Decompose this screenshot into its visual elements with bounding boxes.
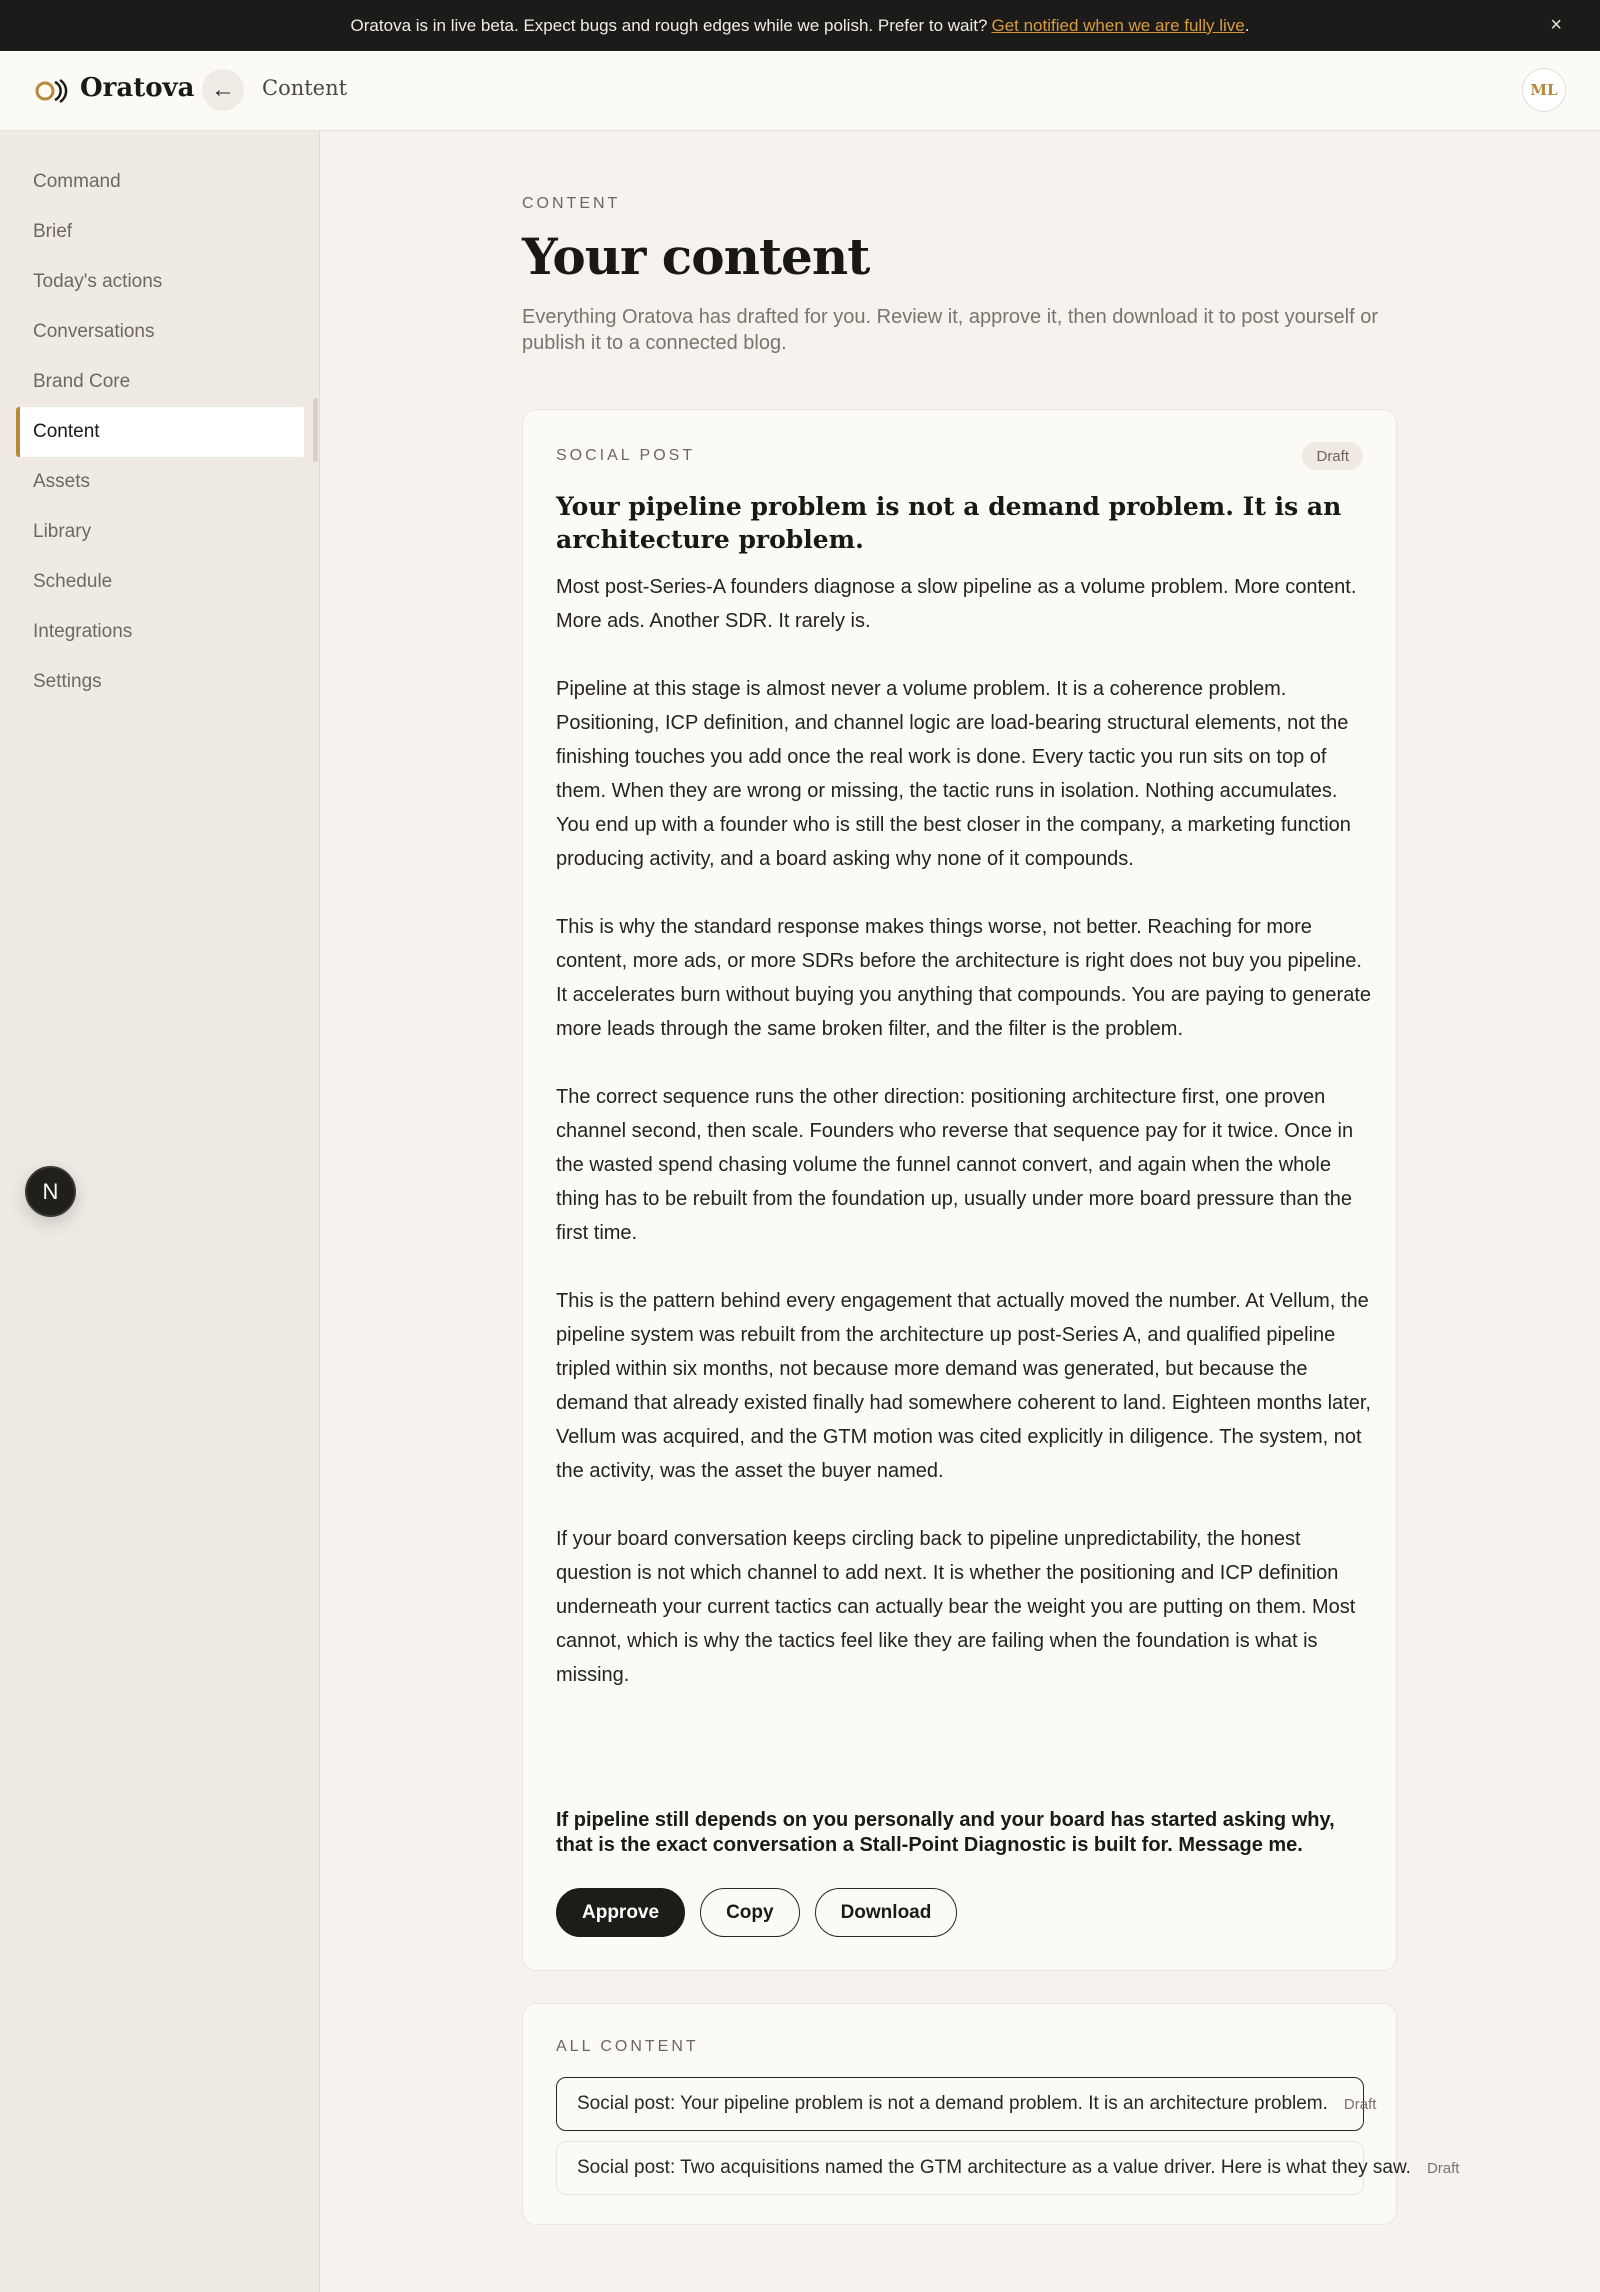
post-paragraph: This is why the standard response makes things worse, not better. Reaching for more content, more ads, or more SDRs before the architecture is right does not buy you pipeline. It accelerates burn without buying you anything that compounds. You are paying to generate more leads through the same broken filter, and the filter is the problem.	[556, 916, 1371, 1040]
post-actions	[556, 1888, 957, 1937]
sidebar-item-brief[interactable]: Brief	[33, 221, 73, 242]
status-badge: Draft	[1302, 442, 1363, 470]
notify-link[interactable]: Get notified when we are fully live	[991, 15, 1245, 35]
list-item-status: Draft	[1426, 2159, 1460, 2177]
breadcrumb: Content	[262, 76, 348, 100]
post-body	[556, 570, 1371, 1726]
sidebar-item-library[interactable]: Library	[33, 521, 92, 542]
sidebar-item-todays-actions[interactable]: Today's actions	[33, 271, 163, 292]
floating-n-button[interactable]: N	[25, 1166, 76, 1217]
sidebar-item-integrations[interactable]: Integrations	[33, 621, 133, 642]
banner-text: Oratova is in live beta. Expect bugs and rough edges while we polish. Prefer to wait?	[350, 15, 988, 35]
list-item[interactable]	[556, 2141, 1460, 2195]
oratova-logo-icon	[34, 78, 66, 104]
copy-button[interactable]: Copy	[700, 1888, 800, 1937]
sidebar-item-content[interactable]: Content	[16, 407, 304, 457]
list-item-title: Social post: Your pipeline problem is not a demand problem. It is an architecture problem.	[577, 2093, 1328, 2114]
sidebar-item-brand-core[interactable]: Brand Core	[33, 371, 131, 392]
page-eyebrow: CONTENT	[522, 195, 621, 212]
post-cta: If pipeline still depends on you personally and your board has started asking why, that is the exact conversation a Stall-Point Diagnostic is built for. Message me.	[556, 1809, 1335, 1856]
close-icon[interactable]: ×	[1550, 14, 1562, 36]
page-title: Your content	[522, 227, 870, 286]
brand-name[interactable]: Oratova	[80, 73, 195, 103]
app-header	[0, 51, 1600, 131]
download-button[interactable]: Download	[815, 1888, 958, 1937]
sidebar-item-command[interactable]: Command	[33, 171, 121, 192]
sidebar-item-schedule[interactable]: Schedule	[33, 571, 113, 592]
list-item-title: Social post: Two acquisitions named the GTM architecture as a value driver. Here is what they saw.	[577, 2157, 1411, 2178]
post-paragraph: Pipeline at this stage is almost never a volume problem. It is a coherence problem. Positioning, ICP definition, and channel logic are load-bearing structural elements, not the finishing touches you add once the real work is done. Every tactic you run sits on top of them. When they are wrong or missing, the tactic runs in isolation. Nothing accumulates. You end up with a founder who is still the best closer in the company, a marketing function producing activity, and a board asking why none of it compounds.	[556, 678, 1351, 870]
sidebar	[0, 131, 320, 2292]
post-title: Your pipeline problem is not a demand problem. It is an architecture problem.	[556, 492, 1342, 554]
back-button[interactable]	[202, 69, 244, 111]
all-content-label: ALL CONTENT	[556, 2038, 699, 2055]
post-paragraph: This is the pattern behind every engagement that actually moved the number. At Vellum, the pipeline system was rebuilt from the architecture up post-Series A, and qualified pipeline tripled within six months, not because more demand was generated, but because the demand that already existed finally had somewhere coherent to land. Eighteen months later, Vellum was acquired, and the GTM motion was cited explicitly in diligence. The system, not the activity, was the asset the buyer named.	[556, 1290, 1371, 1482]
arrow-left-icon: ←	[211, 76, 235, 103]
all-content-card	[522, 2003, 1460, 2225]
beta-banner	[0, 0, 1600, 51]
post-card	[522, 409, 1397, 1971]
sidebar-nav	[16, 157, 304, 707]
post-paragraph: The correct sequence runs the other direction: positioning architecture first, one proven channel second, then scale. Founders who reverse that sequence pay for it twice. Once in the wasted spend chasing volume the funnel cannot convert, and again when the whole thing has to be rebuilt from the foundation up, usually under more board pressure than the first time.	[556, 1086, 1354, 1244]
sidebar-item-settings[interactable]: Settings	[33, 671, 102, 692]
sidebar-scrollbar[interactable]	[313, 398, 318, 462]
content-list	[556, 2077, 1460, 2205]
list-item-status: Draft	[1343, 2095, 1377, 2113]
avatar[interactable]: ML	[1522, 68, 1566, 112]
page-description: Everything Oratova has drafted for you. Review it, approve it, then download it to post yourself or publish it to a connected blog.	[522, 306, 1379, 354]
post-paragraph: If your board conversation keeps circling back to pipeline unpredictability, the honest question is not which channel to add next. It is whether the positioning and ICP definition underneath your current tactics can actually bear the weight you are putting on them. Most cannot, which is why the tactics feel like they are failing when the foundation is what is missing.	[556, 1528, 1356, 1686]
list-item[interactable]	[556, 2077, 1377, 2131]
post-paragraph: Most post-Series-A founders diagnose a slow pipeline as a volume problem. More content. More ads. Another SDR. It rarely is.	[556, 576, 1357, 632]
approve-button[interactable]: Approve	[556, 1888, 685, 1937]
banner-suffix: .	[1244, 15, 1250, 35]
sidebar-item-assets[interactable]: Assets	[33, 471, 91, 492]
sidebar-item-conversations[interactable]: Conversations	[33, 321, 155, 342]
post-type-label: SOCIAL POST	[556, 447, 696, 464]
